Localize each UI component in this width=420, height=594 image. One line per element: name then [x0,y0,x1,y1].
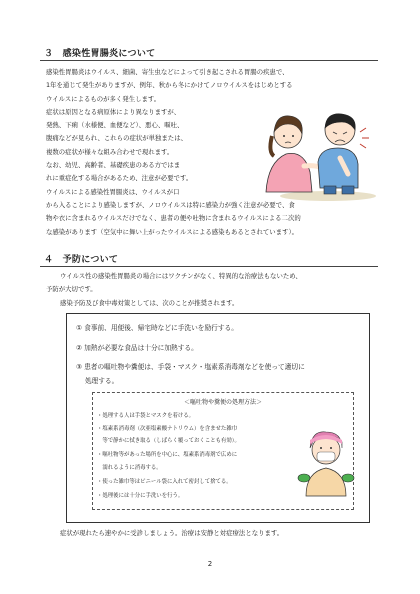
glove-icon [298,474,310,482]
text-line: 1年を通じて発生がありますが、例年、秋から冬にかけてノロウイルスをはじめとする [46,81,293,90]
prevention-item-1: ① 食事前、用便後、帰宅時などに手洗いを励行する。 [76,324,238,332]
disposal-method-title: ＜嘔吐物や糞便の処理方法＞ [183,399,262,406]
child-figure [318,114,369,194]
disposal-step: ・塩素系消毒剤（次亜塩素酸ナトリウム）を含ませた雑巾 [97,426,238,432]
disposal-step: 等で静かに拭き取る（しばらく覆っておくことも有効）。 [97,438,240,444]
disposal-step: ・処理する人は手袋とマスクを着ける。 [97,413,195,419]
disposal-step: 濡れるように消毒する。 [97,465,162,471]
prevention-item-3: ③ 患者の嘔吐物や糞便は、手袋・マスク・塩素系消毒剤などを使って適切に [76,363,305,371]
text-line: な感染があります（空気中に舞い上がったウイルスによる感染もあるとされています）。 [46,227,299,236]
prevention-item-3-cont: 処理する。 [76,377,119,385]
glove-icon [342,474,354,482]
cleaning-person-illustration [296,420,358,498]
disposal-step: ・嘔吐物等があった場所を中心に、塩素系消毒剤で広めに [97,452,238,458]
caregiver-child-illustration [258,92,378,202]
section3-body-full [46,199,376,239]
text-line: ウイルス性の感染性胃腸炎の場合にはワクチンがなく、特異的な治療法もないため、 [60,272,302,280]
page-number: 2 [207,560,213,568]
section4-intro [46,270,376,310]
text-line: 複数の症状が様々な組み合わせで現れます。 [46,147,174,156]
text-line: ウイルスによるものが多く発生します。 [46,94,161,103]
text-line: なお、幼児、高齢者、基礎疾患のある方ではま [46,161,181,170]
text-line: 物や衣に含まれるウイルスだけでなく、患者の便や吐物に含まれるウイルスによる二次的 [46,214,301,223]
mask-icon [317,452,335,461]
closing-text [46,527,376,540]
text-line: から入ることにより感染しますが、ノロウイルスは特に感染力が強く注意が必要で、食 [46,201,295,209]
text-line: 腹痛などが見られ、これらの症状が単独または、 [46,134,187,143]
section4-heading: ４ 予防について [44,255,119,265]
text-line: れに重症化する場合があるため、注意が必要です。 [46,174,193,183]
text-line: ウイルスによる感染性胃腸炎は、ウイルスが口 [46,187,180,196]
disposal-step: ・使った雑巾等はビニール袋に入れて密封して捨てる。 [97,479,232,485]
caregiver-figure [266,116,328,192]
text-line: 症状は原因となる病原体により異なりますが、 [46,107,181,116]
section3-heading: ３ 感染性胃腸炎について [44,49,156,59]
disposal-step: ・処理後には十分に手洗いを行う。 [97,493,184,499]
section3-body-left [46,66,293,199]
prevention-item-2: ② 加熱が必要な食品は十分に加熱する。 [76,344,198,352]
text-line: 予防が大切です。 [46,285,97,294]
text-line: 症状が現れたら速やかに受診しましょう。治療は安静と対症療法となります。 [60,529,284,537]
text-line: 感染予防及び食中毒対策としては、次のことが推奨されます。 [60,298,239,307]
section3-rule [40,60,378,61]
text-line: 発熱、下痢（水様便、血便など）、悪心、嘔吐、 [46,121,184,130]
text-line: 感染性胃腸炎はウイルス、細菌、寄生虫などによって引き起こされる胃腸の疾患で、 [46,68,289,76]
section4-rule [40,266,378,267]
